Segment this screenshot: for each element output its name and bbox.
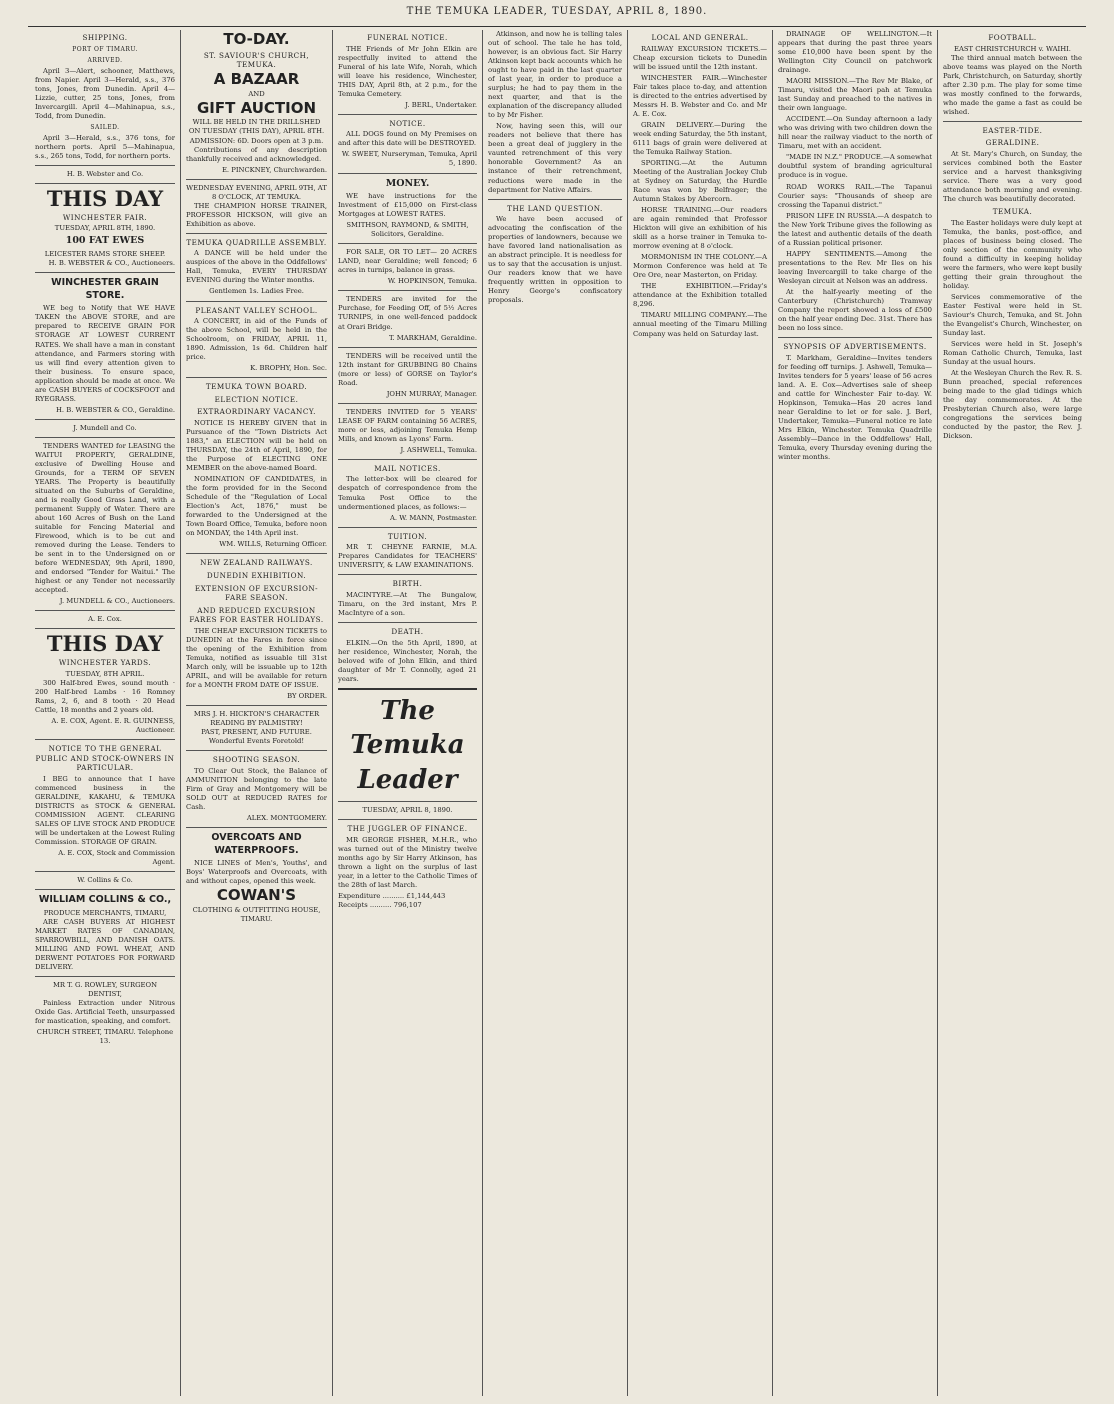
sports-text: The third annual match between the above teams was played on the North Park, Christchurch, on Saturday, shortly after 2.30 p.m. The play for some time was mostly confined to the forwards, who made the game a fast as could be wished. (943, 53, 1082, 116)
election-heading: ELECTION NOTICE. (214, 394, 299, 404)
notice-heading: NOTICE. (389, 118, 426, 128)
this-day-heading: THIS DAY (46, 185, 164, 211)
church-text: At St. Mary's Church, on Sunday, the services combined both the Easter service and a harvest thanksgiving service. There was a very good attendance both morning and evening. The church was beautifully decorated. (943, 149, 1082, 204)
grain-store-heading: WINCHESTER GRAIN STORE. (51, 277, 159, 301)
montgomery-sig: ALEX. MONTGOMERY. (246, 814, 327, 823)
collins-text: ARE CASH BUYERS AT HIGHEST MARKET RATES OF CANADIAN, SPARROWBILL, AND DANISH OATS. MILLING AND FOWL WHEAT, AND DERWENT POTATOES FOR FORWARD DELIVERY. (35, 917, 175, 972)
news-item: At the half-yearly meeting of the Canterbury (Christchurch) Tramway Company the report showed a loss of £500 on the half year ending Dec. 31st. There has been no loss since. (778, 287, 932, 332)
this-day-heading: THIS DAY (46, 631, 164, 657)
auctioneer-sig: A. E. COX, Agent. E. R. GUINNESS, Auctioneer. (51, 717, 175, 735)
funeral-text: THE Friends of Mr John Elkin are respectfully invited to attend the Funeral of his late Wife, Norah, which will leave his residence, Winchester, THIS DAY, April 8th, at 2 p.m., for the Temuka Cemetery. (338, 44, 477, 98)
dentist-text: Painless Extraction under Nitrous Oxide Gas. Artificial Teeth, unsurpassed for mastication, speaking, and comfort. (35, 999, 175, 1026)
tenders-text: TENDERS will be received until the 12th instant for GRUBBING 80 Chains (more or less) of GORSE on Taylor's Road. (338, 351, 477, 387)
birth-heading: BIRTH. (392, 579, 423, 589)
column-2 (180, 30, 332, 1396)
paper-date: TUESDAY, APRIL 8, 1890. (362, 806, 453, 815)
news-item: ROAD WORKS RAIL.—The Tapanui Courier says: "Thousands of sheep are crossing the Tapanui district." (778, 182, 932, 209)
geraldine-heading: GERALDINE. (985, 138, 1040, 148)
overcoats-heading: OVERCOATS AND WATERPROOFS. (211, 832, 302, 856)
article-text: Atkinson, and now he is telling tales out of school. The tale he has told, however, is an obvious fact. Sir Harry Atkinson kept back accounts which he ought to have paid in the last quarter of last year, in order to produce a surplus; he had to pay them in the next quarter, and that is the explanation of the discrepancy alluded to by Mr Fisher. (488, 30, 622, 120)
column-3 (332, 30, 482, 1396)
yards-heading: WINCHESTER YARDS. (58, 658, 152, 668)
temuka-heading: TEMUKA. (992, 207, 1033, 217)
land-heading: THE LAND QUESTION. (507, 203, 603, 213)
ammo-text: TO Clear Out Stock, the Balance of AMMUNITION belonging to the late Firm of Gray and Montgomery will be SOLD OUT at REDUCED RATES for Cash. (186, 766, 327, 811)
firm-heading: W. Collins & Co. (77, 876, 133, 885)
ewes-text: 100 FAT EWES (65, 235, 145, 247)
juggler-text: MR GEORGE FISHER, M.H.R., who was turned out of the Ministry twelve months ago by Sir Harry Atkinson, has thrown a light on the surplus of last year, in a letter to the Catholic Times of the 28th of last March. (338, 836, 477, 890)
contrib-text: Contributions of any description thankfully received and acknowledged. (186, 145, 327, 163)
news-item: GRAIN DELIVERY.—During the week ending Saturday, the 5th instant, 6111 bags of grain were delivered at the Temuka Railway Station. (633, 120, 767, 156)
tenders-lease-text: TENDERS WANTED for LEASING the WAITUI PROPERTY, GERALDINE, exclusive of Dwelling House and Grounds, for a TERM OF SEVEN YEARS. The Property is beautifully situated on the Suburbs of Geraldine, and is really Good Grass Land, with a permanent Supply of Water. There are about 160 Acres of Bush on the Land suitable for Fencing Material and Firewood, which is to be cut and removed during the Lease. Tenders to be sent in to the Undersigned on or before WEDNESDAY, 9th April, 1890, and endorsed "Tender for Waitui." The highest or any Tender not necessarily accepted. (35, 441, 175, 595)
arrivals-text: April 3—Alert, schooner, Matthews, from Napier. April 3—Herald, s.s., 376 tons, Jones, from Dunedin. April 4—Lizzie, cutter, 25 tons, Jones, from Invercargill. April 4—Mahinapua, s.s., Todd, from Dunedin. (35, 66, 175, 120)
article-text: We have been accused of advocating the confiscation of the properties of landowners, because we have favored land nationalisation as an abstract principle. It is needless for us to say that the accusation is unjust. Our readers know that we have frequently written in opposition to Henry George's confiscatory proposals. (488, 215, 622, 305)
reduced-heading: AND REDUCED EXCURSION FARES FOR EASTER HOLIDAYS. (189, 605, 324, 625)
murray-sig: JOHN MURRAY, Manager. (386, 389, 477, 398)
tuition-heading: TUITION. (387, 531, 428, 541)
horse-text: THE CHAMPION HORSE TRAINER, PROFESSOR HICKSON, will give an Exhibition as above. (186, 201, 327, 228)
concert-text: A CONCERT, in aid of the Funds of the above School, will be held in the Schoolroom, on FRIDAY, APRIL 11, 1890. Admission, 1s 6d. Children half price. (186, 317, 327, 362)
expend-row: Expenditure .......... £1,144,443 (338, 892, 446, 901)
cowans-heading: COWAN'S (216, 886, 297, 905)
hickton-sub: PAST, PRESENT, AND FUTURE. Wonderful Events Foretold! (201, 728, 312, 746)
rail-text: THE CHEAP EXCURSION TICKETS to DUNEDIN at the Fares in force since the opening of the Exhibition from Temuka, notified as issuable till 31st March only, will be issuable up to 12th APRIL, and will be available for return for a MONTH FROM DATE OF ISSUE. (186, 626, 327, 690)
news-item: MAORI MISSION.—The Rev Mr Blake, of Timaru, visited the Maori pah at Temuka last Sunday and preached to the natives in their own language. (778, 77, 932, 113)
dentist-heading: MR T. G. ROWLEY, SURGEON DENTIST, (52, 981, 158, 999)
firm-heading: A. E. Cox. (88, 615, 122, 624)
tuition-text: MR T. CHEYNE FARNIE, M.A. Prepares Candidates for TEACHERS' UNIVERSITY, & LAW EXAMINATIONS. (338, 543, 477, 570)
auctioneer-sig: H. B. WEBSTER & CO., Auctioneers. (48, 259, 175, 268)
date-text: TUESDAY, APRIL 8TH, 1890. (54, 224, 156, 233)
news-item: SPORTING.—At the Autumn Meeting of the Australian Jockey Club at Sydney on Saturday, the Hurdle Race was won by Belfrager; the Autumn Stakes by Abercorn. (633, 158, 767, 204)
admission-text: ADMISSION: 6D. Doors open at 3 p.m. (189, 136, 324, 145)
quadrille-text: A DANCE will be held under the auspices of the above in the Oddfellows' Hall, Temuka, EVERY THURSDAY EVENING during the Winter months. (186, 249, 327, 285)
smithson-sig: SMITHSON, RAYMOND, & SMITH, Solicitors, Geraldine. (346, 221, 469, 239)
and-text: AND (248, 89, 265, 98)
cox-sig: A. E. COX, Stock and Commission Agent. (58, 849, 175, 867)
collins-sub: PRODUCE MERCHANTS, TIMARU, (43, 908, 167, 917)
ashwell-sig: J. ASHWELL, Temuka. (400, 445, 477, 454)
match-heading: EAST CHRISTCHURCH v. WAIHI. (954, 44, 1071, 53)
column-4 (482, 30, 627, 1396)
church-text: At the Wesleyan Church the Rev. R. S. Bunn preached, special references being made to the glad tidings which the day commemorates. At the Presbyterian Church also, were large congregations the services being conducted by the pastor, the Rev. J. Dickson. (943, 369, 1082, 441)
masthead-rule (28, 26, 1086, 27)
brophy-sig: K. BROPHY, Hon. Sec. (250, 364, 327, 373)
news-item: RAILWAY EXCURSION TICKETS.—Cheap excursion tickets to Dunedin will be issued until the 12th instant. (633, 44, 767, 71)
held-text: WILL BE HELD IN THE DRILLSHED ON TUESDAY (THIS DAY), APRIL 8TH. (188, 118, 325, 136)
news-item: PRISON LIFE IN RUSSIA.—A despatch to the New York Tribune gives the following as the latest and authentic details of the death of a Russian political prisoner. (778, 211, 932, 247)
easter-heading: EASTER-TIDE. (982, 125, 1043, 135)
bazaar-heading: A BAZAAR (213, 69, 300, 88)
column-6 (772, 30, 937, 1396)
synopsis-text: T. Markham, Geraldine—Invites tenders for feeding off turnips. J. Ashwell, Temuka—Invites tenders for 5 years' lease of 56 acres land. A. E. Cox—Advertises sale of sheep and cattle for Winchester Fair to-day. W. Hopkinson, Temuka—Has 20 acres land near Geraldine to let or for sale. J. Berl, Undertaker, Temuka—Funeral notice re late Mrs Elkin, Winchester. Temuka Quadrille Assembly—Dance in the Oddfellows' Hall, Temuka, every Thursday evening during the winter months. (778, 353, 932, 461)
cowans-sub: CLOTHING & OUTFITTING HOUSE, TIMARU. (192, 906, 321, 924)
hickton-heading: MRS J. H. HICKTON'S CHARACTER READING BY PALMISTRY! (193, 710, 320, 728)
cox-text: I BEG to announce that I have commenced business in the GERALDINE, KAKAHU, & TEMUKA DISTRICTS as STOCK & GENERAL COMMISSION AGENT. CLEARING SALES OF LIVE STOCK AND PRODUCE will be undertaken at the Lowest Ruling Commission. STORAGE OF GRAIN. (35, 774, 175, 847)
board-heading: TEMUKA TOWN BOARD. (205, 382, 308, 392)
news-item: "MADE IN N.Z." PRODUCE.—A somewhat doubtful system of branding agricultural produce is in vogue. (778, 153, 932, 180)
hopkinson-sig: W. HOPKINSON, Temuka. (387, 277, 477, 286)
auctioneer-sig: J. MUNDELL & CO., Auctioneers. (59, 597, 175, 606)
order-sig: BY ORDER. (287, 692, 327, 701)
nomination-text: NOMINATION OF CANDIDATES, in the form provided for in the Second Schedule of the "Regulation of Local Election's Act, 1876," must be forwarded to the Undersigned at the Town Board Office, Temuka, before noon on MONDAY, the 14th April inst. (186, 475, 327, 538)
tenders-text: TENDERS INVITED for 5 YEARS' LEASE OF FARM containing 56 ACRES, more or less, adjoining Temuka Hemp Mills, and known as Lyons' Farm. (338, 407, 477, 443)
wed-eve: WEDNESDAY EVENING, APRIL 9TH, AT 8 O'CLOCK, AT TEMUKA. (186, 183, 327, 201)
sheep-text: LEICESTER RAMS STORE SHEEP. (44, 250, 166, 259)
column-5 (627, 30, 772, 1396)
birth-text: MACINTYRE.—At The Bungalow, Timaru, on the 3rd instant, Mrs P. MacIntyre of a son. (338, 590, 477, 617)
death-heading: DEATH. (391, 626, 424, 636)
sailings-text: April 3—Herald, s.s., 376 tons, for northern ports. April 5—Mahinapua, s.s., 265 tons, Todd, for northern ports. (35, 133, 175, 160)
news-item: TIMARU MILLING COMPANY.—The annual meeting of the Timaru Milling Company was held on Saturday last. (633, 311, 767, 338)
firm-heading: H. B. Webster and Co. (66, 169, 144, 178)
juggler-heading: THE JUGGLER OF FINANCE. (347, 824, 468, 834)
article-text: Now, having seen this, will our readers not believe that there has been a great deal of jugglery in the vaunted retrenchment of this very honorable Government? As an instance of their retrenchment, reductions were made in the department for Native Affairs. (488, 122, 622, 194)
synopsis-heading: SYNOPSIS OF ADVERTISEMENTS. (783, 342, 927, 351)
church-text: Services were held in St. Joseph's Roman Catholic Church, Temuka, last Sunday at the usual hours. (943, 340, 1082, 367)
funeral-sig: J. BERL, Undertaker. (405, 100, 477, 109)
forsale-text: FOR SALE, OR TO LET— 20 ACRES LAND, near Geraldine; well fenced; 6 acres in turnips, balance in grass. (338, 248, 477, 275)
football-heading: FOOTBALL. (988, 33, 1037, 42)
date-text: TUESDAY, 8TH APRIL. (65, 670, 145, 679)
local-heading: LOCAL AND GENERAL. (651, 33, 749, 42)
death-text: ELKIN.—On the 5th April, 1890, at her residence, Winchester, Norah, the beloved wife of John Elkin, and third daughter of Mr T. Connolly, aged 21 years. (338, 638, 477, 683)
overcoats-text: NICE LINES of Men's, Youths', and Boys' Waterproofs and Overcoats, with and without capes, opened this week. (186, 859, 327, 886)
notice-heading: NOTICE TO THE GENERAL PUBLIC AND STOCK-OWNERS IN PARTICULAR. (35, 744, 175, 773)
mann-sig: A. W. MANN, Postmaster. (389, 513, 477, 522)
news-item: THE EXHIBITION.—Friday's attendance at the Exhibition totalled 8,296. (633, 282, 767, 309)
dentist-address: CHURCH STREET, TIMARU. Telephone 13. (36, 1028, 174, 1046)
wills-sig: WM. WILLS, Returning Officer. (219, 540, 327, 549)
church-text: Services commemorative of the Easter Festival were held in St. Saviour's Church, Temuka, and St. John the Evangelist's Church, Winchester, on Sunday last. (943, 293, 1082, 338)
money-text: WE have instructions for the Investment of £15,000 on First-class Mortgages at LOWEST RATES. (338, 192, 477, 219)
rail-heading: NEW ZEALAND RAILWAYS. (200, 558, 313, 568)
funeral-heading: FUNERAL NOTICE. (367, 33, 448, 42)
news-item: HORSE TRAINING.—Our readers are again reminded that Professor Hickton will give an exhibition of his skill as a horse trainer in Temuka to-morrow evening at 8 o'clock. (633, 206, 767, 251)
paper-title: The Temuka Leader (350, 695, 465, 795)
news-item: ACCIDENT.—On Sunday afternoon a lady who was driving with two children down the hill near the railway viaduct to the north of Timaru, met with an accident. (778, 115, 932, 151)
column-7 (937, 30, 1087, 1396)
section-heading: SHIPPING. (82, 33, 128, 42)
pinkney-sig: E. PINCKNEY, Churchwarden. (221, 165, 327, 174)
election-text: NOTICE IS HEREBY GIVEN that in Pursuance of the "Town Districts Act 1883," an ELECTION will be held on THURSDAY, the 24th of April, 1890, for the Purpose of ELECTING ONE MEMBER on the above-named Board. (186, 419, 327, 473)
grain-text: WE beg to Notify that WE HAVE TAKEN the ABOVE STORE, and are prepared to RECEIVE GRAIN FOR STORAGE AT LOWEST CURRENT RATES. We shall have a man in constant attendance, and Farmers storing with us will find every attention given to their business. To ensure space, application should be made at once. We are CASH BUYERS of COCKSFOOT and RYEGRASS. (35, 304, 175, 403)
markham-sig: T. MARKHAM, Geraldine. (388, 333, 477, 342)
fair-heading: WINCHESTER FAIR. (62, 212, 148, 222)
church-heading: ST. SAVIOUR'S CHURCH, TEMUKA. (203, 50, 310, 70)
money-heading: MONEY. (385, 177, 430, 189)
sailed-heading: SAILED. (90, 123, 120, 131)
mail-text: The letter-box will be cleared for despatch of correspondence from the Temuka Post Office to the undermentioned places, as follows:— (338, 475, 477, 511)
dun-heading: DUNEDIN EXHIBITION. (206, 571, 307, 581)
port-heading: PORT OF TIMARU. (72, 45, 138, 53)
auctioneer-sig: H. B. WEBSTER & CO., Geraldine. (55, 405, 175, 414)
sweet-sig: W. SWEET, Nurseryman, Temuka, April 5, 1890. (341, 150, 477, 168)
today-heading: TO-DAY. (223, 30, 290, 48)
gift-heading: GIFT AUCTION (196, 98, 317, 117)
pleasant-heading: PLEASANT VALLEY SCHOOL. (195, 305, 318, 315)
shooting-heading: SHOOTING SEASON. (212, 755, 301, 765)
news-item: MORMONISM IN THE COLONY.—A Mormon Conference was held at Te Ore Ore, near Masterton, on Friday. (633, 253, 767, 280)
news-item: DRAINAGE OF WELLINGTON.—It appears that during the past three years some £10,000 have been spent by the Wellington City Council on patchwork drainage. (778, 30, 932, 75)
tenders-text: TENDERS are invited for the Purchase, for Feeding Off, of 5½ Acres TURNIPS, in one well-fenced paddock at Orari Bridge. (338, 295, 477, 331)
extraord-heading: EXTRAORDINARY VACANCY. (197, 407, 316, 417)
church-text: The Easter holidays were duly kept at Temuka, the banks, post-office, and places of business being closed. The only section of the community who found a difficulty in keeping holiday were the farmers, who were kept busily getting their grain throughout the holiday. (943, 218, 1082, 290)
mail-heading: MAIL NOTICES. (374, 463, 441, 473)
gents-text: Gentlemen 1s. Ladies Free. (209, 287, 304, 296)
dogs-text: ALL DOGS found on My Premises on and after this date will be DESTROYED. (338, 130, 477, 148)
receipts-row: Receipts .......... 796,107 (338, 901, 422, 910)
news-item: HAPPY SENTIMENTS.—Among the presentations to the Rev. Mr Iles on his leaving Invercargill to take charge of the Wesleyan circuit at Nelson was an address. (778, 249, 932, 285)
ext-heading: EXTENSION OF EXCURSION-FARE SEASON. (194, 583, 319, 603)
arrived-heading: ARRIVED. (87, 56, 123, 64)
collins-heading: WILLIAM COLLINS & CO., (38, 894, 172, 906)
column-1 (30, 30, 180, 1396)
news-item: WINCHESTER FAIR.—Winchester Fair takes place to-day, and attention is directed to the entries advertised by Messrs H. B. Webster and Co. and Mr A. E. Cox. (633, 73, 767, 118)
masthead: THE TEMUKA LEADER, TUESDAY, APRIL 8, 1890. (406, 6, 708, 17)
firm-heading: J. Mundell and Co. (73, 423, 137, 432)
quadrille-heading: TEMUKA QUADRILLE ASSEMBLY. (186, 237, 327, 247)
stock-list: 300 Half-bred Ewes, sound mouth · 200 Half-bred Lambs · 16 Romney Rams, 2, 6, and 8 tooth · 20 Head Cattle, 18 months and 2 years old. (35, 679, 175, 715)
